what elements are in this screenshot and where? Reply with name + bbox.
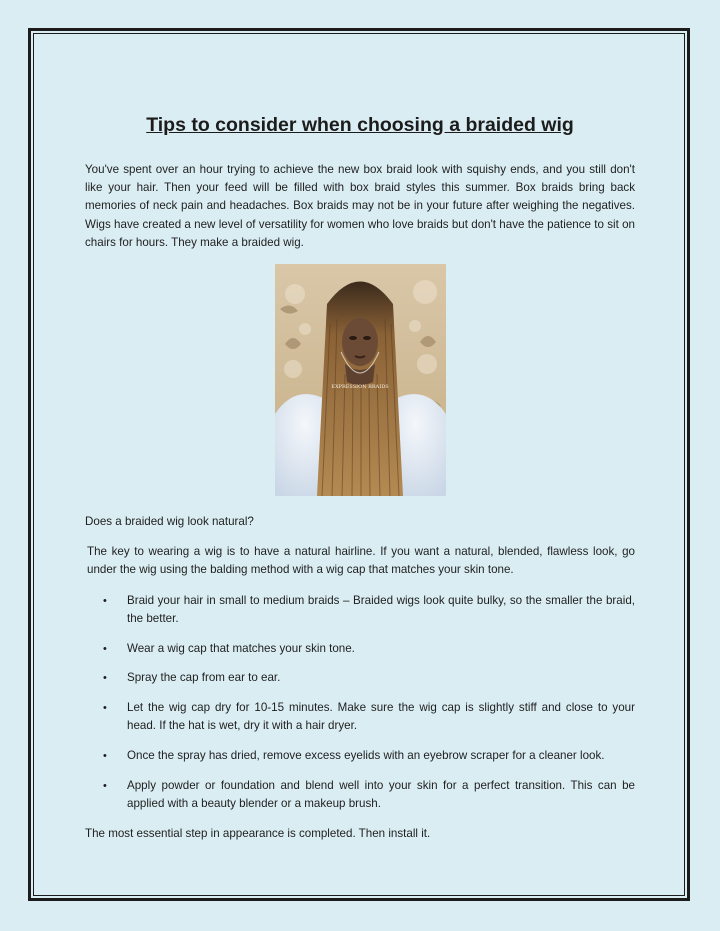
list-item bbox=[85, 592, 635, 628]
list-item bbox=[85, 777, 635, 813]
list-item bbox=[85, 747, 635, 765]
braided-wig-photo bbox=[275, 264, 446, 496]
bullet-icon: • bbox=[103, 594, 107, 607]
list-item bbox=[85, 699, 635, 735]
bullet-icon: • bbox=[103, 750, 107, 763]
bullet-icon: • bbox=[103, 642, 107, 655]
document-title: Tips to consider when choosing a braided wig bbox=[146, 114, 574, 136]
figure bbox=[85, 264, 635, 496]
list-item-text: Once the spray has dried, remove excess eyelids with an eyebrow scraper for a cleaner look. bbox=[127, 749, 605, 763]
closing-paragraph: The most essential step in appearance is completed. Then install it. bbox=[85, 827, 431, 841]
tips-list bbox=[85, 592, 635, 814]
document-body bbox=[85, 112, 635, 843]
list-item-text: Let the wig cap dry for 10-15 minutes. Make sure the wig cap is slightly stiff and close to your head. If the hat is wet, dry it with a hair dryer. bbox=[127, 701, 635, 733]
question-paragraph: Does a braided wig look natural? bbox=[85, 515, 254, 529]
bullet-icon: • bbox=[103, 702, 107, 715]
photo-watermark: EXPRESSION BRAIDS bbox=[330, 384, 389, 391]
list-item-text: Spray the cap from ear to ear. bbox=[127, 671, 281, 685]
intro-paragraph: You've spent over an hour trying to achieve the new box braid look with squishy ends, and you still don't like your hair. Then your feed will be filled with box braid styles this summer. Box braids bring back memories of neck pain and headaches. Box braids may not be in your future after weighing the negatives. Wigs have created a new level of versatility for women who love braids but don't have the patience to sit on chairs for hours. They make a braided wig. bbox=[85, 163, 635, 249]
list-item bbox=[85, 640, 635, 658]
bullet-icon: • bbox=[103, 780, 107, 793]
list-item bbox=[85, 669, 635, 687]
list-item-text: Wear a wig cap that matches your skin tone. bbox=[127, 641, 355, 655]
list-item-text: Apply powder or foundation and blend well into your skin for a perfect transition. This can be applied with a beauty blender or a makeup brush. bbox=[127, 779, 635, 811]
list-item-text: Braid your hair in small to medium braids – Braided wigs look quite bulky, so the smaller the braid, the better. bbox=[127, 593, 635, 625]
answer-paragraph: The key to wearing a wig is to have a natural hairline. If you want a natural, blended, flawless look, go under the wig using the balding method with a wig cap that matches your skin tone. bbox=[87, 545, 635, 577]
bullet-icon: • bbox=[103, 672, 107, 685]
